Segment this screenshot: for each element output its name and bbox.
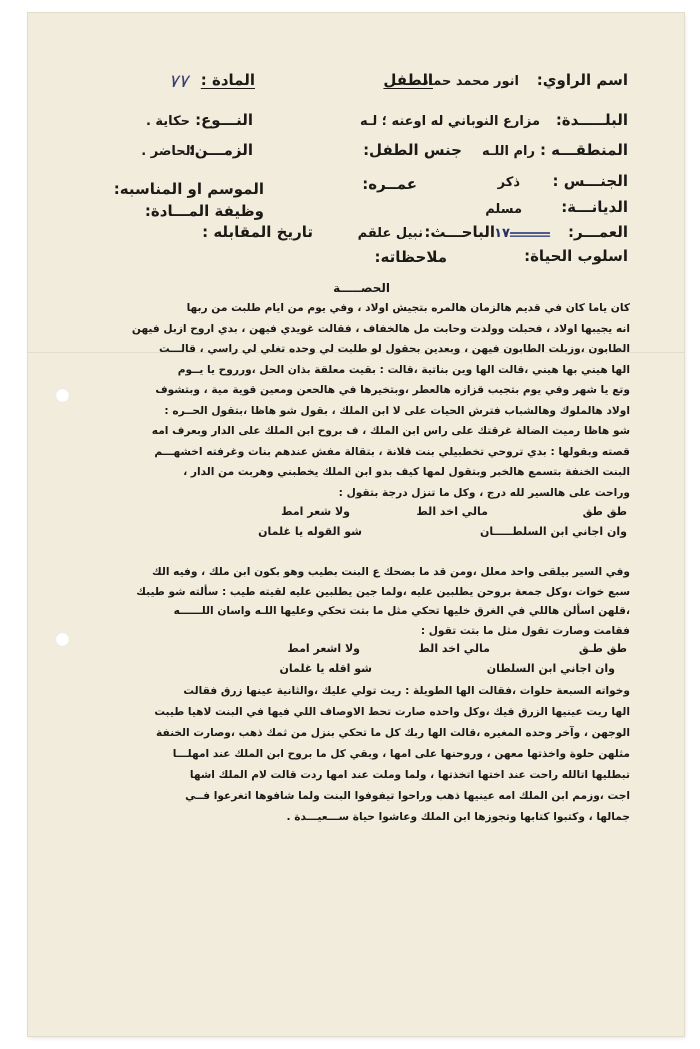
job-label: وظيفة المـــادة: [144, 202, 264, 220]
verse2-line1-a: طق طـق [578, 642, 627, 655]
story-line: شو هاظا رميت الضالة غرقتك على راس ابن الملك ، ف بروح ابن الملك على الدار وبعرف امه [151, 425, 630, 437]
story-line: الها ريت عينيها الزرق فيك ،وكل واحده صارت تحط الاوصاف اللي فيها في البنت لاهيا طيبت [154, 706, 630, 718]
religion-label: الديانـــة: [561, 198, 628, 216]
age2-label: العمـــر: [567, 223, 628, 241]
verse1-line2-b: شو القوله يا غلمان [258, 525, 362, 538]
story-line: قصته وبقولها : بدي تروحي تخطبيلي بنت فلانة ، بتقالة مفش عندهم بنات وغرفته اخشهـــم [154, 445, 630, 458]
story-line: سبع خوات ،وكل جمعة بروحن يطلبين عليه ،ولما جين يطلبين عليه لقيته طيب : سألته شو طيبك [136, 585, 630, 598]
story-line: كان ياما كان في قديم هالزمان هالمره بتجيش اولاد ، وفي يوم من ايام طلبت من ربها [186, 302, 630, 314]
punch-hole [55, 632, 70, 647]
town-label: البلـــــدة: [555, 111, 628, 129]
verse2-line1-b: مالي اخد الط [418, 642, 490, 655]
story-line: جمالها ، وكتبوا كتابها وتجوزها ابن الملك وعاشوا حياة ســـعيـــدة . [286, 811, 630, 823]
story-line: الها هيني بها هيني ،قالت الها وين بناتية ،قالت : بقيت معلقة بذان الحل ،ورروح يا يــوم [177, 363, 630, 376]
notes-label: ملاحظاته: [374, 248, 447, 266]
material-label: المادة : [200, 71, 255, 89]
story-line: تبطليها اتالله راحت عند اختها اتخذتها ، ولما وملت عند امها ردت قالت لام الملك اشها [189, 769, 630, 781]
story-line: وخواته السبعة حلوات ،فقالت الها الطويلة : ريت تولي عليك ،والثانية عينها زرق فقالت [183, 685, 630, 697]
season-label: الموسم او المناسبه: [113, 180, 264, 198]
interview-date-label: تاريخ المقابله : [202, 223, 313, 241]
story-line: وتع يا شهر وفي يوم بتجيب قزازه هالعطر ،وبتخيرها في هالحعن ومعين قوية مية ، وبتشوف [155, 384, 630, 396]
story-heading: الحصـــــة [333, 281, 390, 295]
material-value: ٧٧ [168, 71, 188, 92]
age-label: عمــره: [362, 175, 417, 193]
story-line: اولاد هالملوك وهالشباب فترش الحيات على لا ابن الملك ، بقول شو هاظا ،بتقول الحــره : [164, 404, 630, 417]
verse1-line1-b: مالي اخد الط [416, 505, 488, 518]
story-line: انه يجيبها اولاد ، فحبلت وولدت وحابت مل هالخفاف ، فقالت غويدي فيهن ، بدي اروح ازبل فيهن [131, 322, 630, 335]
story-line: الطابون ،وزبلت الطابون فيهن ، وبعدين بحقول لو طلبت لي وحده تغلي لي راسي ، قالـــت [158, 343, 630, 355]
town-value: مزارع النوباني له اوعنه ؛ لـه [360, 114, 540, 129]
lifestyle-label: اسلوب الحياة: [524, 247, 628, 265]
verse1-line1-a: طق طق [582, 505, 627, 518]
story-line: ،قلهن اسألن هاللي في الغرق خليها تحكي مثل ما بتت تحكي وعليها اللـه واسان اللــــــه [173, 605, 630, 617]
age2-number: ١٧ [494, 226, 510, 241]
researcher-label: الباحـــث: [424, 223, 495, 241]
researcher-value: نبيل علقم [357, 226, 423, 241]
religion-value: مسلم [485, 202, 522, 217]
sex-label: الجنـــس : [552, 172, 628, 190]
punch-hole [55, 388, 70, 403]
title-label: الطفل [383, 71, 433, 89]
story-line: وفي السير بيلقى واحد معلل ،ومن قد ما بضحك ع البنت بطيب وهو بكون ابن ملك ، وفيه الك [152, 566, 630, 578]
verse2-line1-c: ولا اشعر امط [287, 642, 360, 655]
type-label: النـــوع: [195, 111, 253, 129]
age2-value: ـــــــــ١٧ [494, 226, 550, 241]
story-line: مثلهن حلوة واخذتها معهن ، وروحنها على امها ، وبقي كل ما بروح ابن الملك عند امهلـــا [172, 748, 630, 760]
sex-value: ذكر [497, 175, 520, 190]
type-value: حكاية . [145, 114, 190, 129]
story-line: وراحت على هالسير لله درج ، وكل ما تنزل درجة بتقول : [338, 486, 630, 499]
narrator-label: اسم الراوي: [536, 71, 628, 89]
time-value: الحاضر . [141, 144, 195, 159]
region-value: رام اللـه [482, 144, 535, 159]
time-label: الزمـــن: [188, 141, 253, 159]
verse1-line2-a: وان اجاني ابن السلطـــــان [480, 525, 627, 538]
child-sex-label: جنس الطفل: [363, 141, 462, 159]
verse2-line2-b: شو اقله يا غلمان [279, 662, 372, 675]
story-line: الوجهن ، وآخر وحده المغيره ،قالت الها ربك كل ما تحكي بنزل من ثمك ذهب ،وصارت الخنفة [156, 727, 630, 739]
narrator-value: انور محمد حماد [421, 74, 519, 89]
story-line: فقامت وصارت تقول مثل ما بتت تقول : [420, 624, 630, 637]
verse2-line2-a: وان اجاني ابن السلطان [486, 662, 615, 675]
story-line: اجت ،وزمم ابن الملك امه عينيها ذهب وراحوا تيفوفوا البنت ولما شافوها اتغرعوا فــي [185, 790, 630, 802]
verse1-line1-c: ولا شعر امط [281, 505, 350, 518]
story-line: البنت الخنفة بتسمع هالخبر وبتقول لمها كيف بدو ابن الملك يخطبني وهربت من الدار ، [183, 466, 630, 478]
region-label: المنطقـــه : [539, 141, 628, 159]
